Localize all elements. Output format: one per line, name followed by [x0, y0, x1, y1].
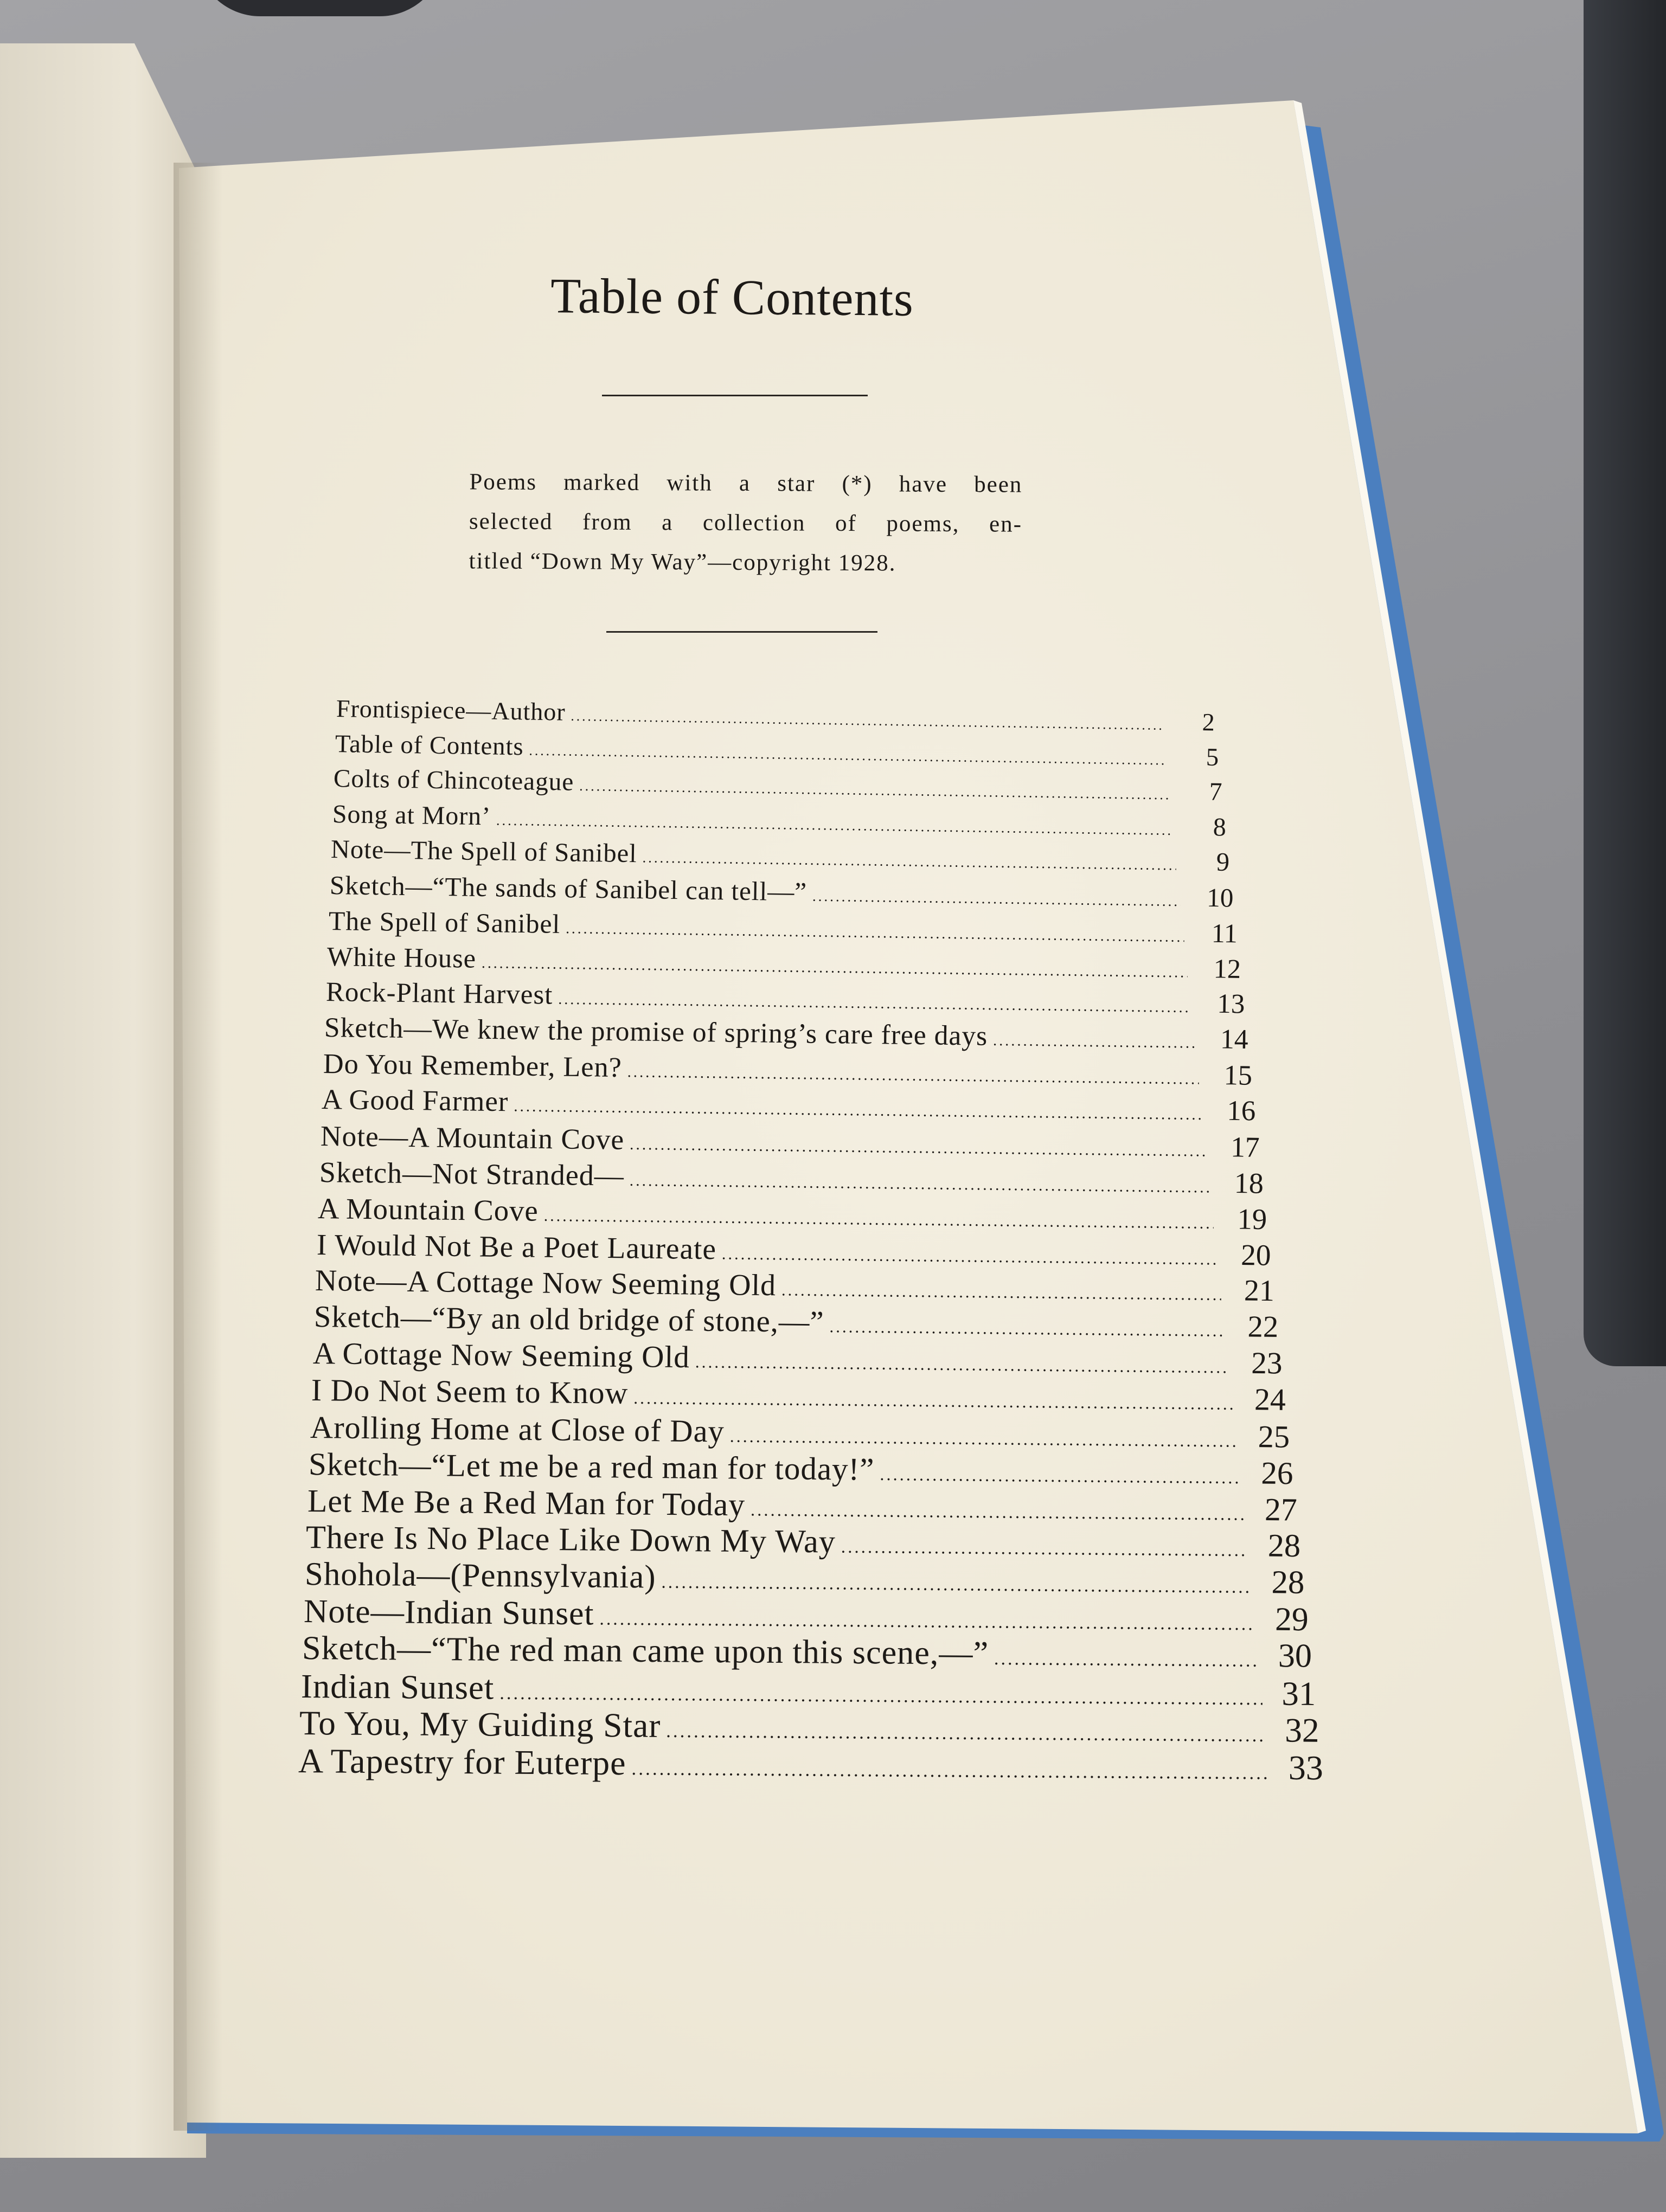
toc-entry-title: Sketch—We knew the promise of spring’s care free days	[324, 1012, 988, 1052]
toc-entry-page: 12	[1213, 953, 1241, 984]
toc-entry	[335, 729, 1219, 772]
dot-leader	[993, 1032, 1195, 1052]
dot-leader	[880, 1465, 1240, 1488]
toc-entry-page: 5	[1205, 743, 1219, 771]
toc-entry-page: 27	[1264, 1491, 1297, 1528]
dot-leader	[544, 1206, 1214, 1233]
dot-leader	[630, 1136, 1207, 1161]
toc-entry-title: A Cottage Now Seeming Old	[312, 1336, 690, 1375]
toc-entry	[334, 764, 1222, 807]
toc-entry-title: Shohola—(Pennsylvania)	[304, 1556, 656, 1596]
toc-entry-title: A Mountain Cove	[317, 1191, 539, 1227]
dot-leader	[751, 1500, 1244, 1525]
dot-leader	[729, 1426, 1236, 1451]
toc-entry-title: I Do Not Seem to Know	[311, 1373, 629, 1411]
toc-entry-title: There Is No Place Like Down My Way	[306, 1519, 836, 1560]
toc-entry-title: Note—A Cottage Now Seeming Old	[315, 1264, 777, 1303]
dot-leader	[661, 1572, 1251, 1598]
dot-leader	[633, 1388, 1233, 1414]
dot-leader	[631, 1758, 1270, 1784]
toc-entry-page: 26	[1261, 1455, 1294, 1491]
toc-entry-title: Note—Indian Sunset	[303, 1593, 594, 1632]
toc-entry-page: 10	[1206, 883, 1234, 913]
toc-entry-title: Table of Contents	[335, 729, 524, 761]
toc-entry-page: 32	[1285, 1711, 1320, 1750]
toc-entry-title: Let Me Be a Red Man for Today	[307, 1482, 746, 1522]
toc-entry-page: 17	[1230, 1130, 1260, 1164]
dot-leader	[781, 1281, 1221, 1305]
toc-entry-title: Arolling Home at Close of Day	[310, 1409, 725, 1449]
dot-leader	[599, 1609, 1255, 1635]
toc-entry-page: 7	[1209, 777, 1222, 807]
dot-leader	[529, 742, 1165, 768]
toc-entry-page: 21	[1244, 1274, 1275, 1308]
toc-entry-title: Indian Sunset	[300, 1667, 495, 1707]
note-line: Poems marked with a star (*) have been	[469, 469, 1023, 498]
toc-entry-title: Frontispiece—Author	[336, 695, 566, 726]
dot-leader	[695, 1352, 1229, 1377]
toc-entry-title: Colts of Chincoteague	[333, 764, 574, 797]
dot-leader	[482, 954, 1188, 981]
toc-entry-title: Sketch—“The sands of Sanibel can tell—”	[329, 870, 808, 907]
toc-entry-page: 23	[1251, 1346, 1283, 1381]
dot-leader	[565, 920, 1184, 946]
dot-leader	[994, 1649, 1259, 1671]
toc-entry-page: 28	[1271, 1564, 1305, 1601]
dot-leader	[629, 1172, 1210, 1197]
toc-entry-page: 13	[1216, 988, 1245, 1020]
toc-entry-title: Sketch—“Let me be a red man for today!”	[308, 1445, 875, 1487]
dot-leader	[496, 813, 1173, 839]
toc-entry-title: Note—A Mountain Cove	[320, 1120, 625, 1156]
dot-leader	[579, 778, 1169, 803]
toc-entry-page: 19	[1237, 1202, 1267, 1236]
toc-entry-page: 30	[1278, 1637, 1312, 1675]
toc-entry-title: White House	[326, 941, 477, 974]
toc-entry-page: 31	[1281, 1674, 1316, 1713]
note-line: titled “Down My Way”—copyright 1928.	[469, 548, 896, 576]
toc-entry-page: 22	[1247, 1310, 1279, 1345]
toc-entry-page: 15	[1223, 1059, 1253, 1091]
toc-entry-title: Sketch—“By an old bridge of stone,—”	[313, 1300, 824, 1340]
dot-leader	[514, 1098, 1203, 1124]
toc-entry-page: 28	[1267, 1527, 1301, 1565]
dot-leader	[721, 1244, 1218, 1269]
toc-entry-title: Sketch—Not Stranded—	[319, 1155, 624, 1192]
toc-entry-page: 2	[1202, 708, 1215, 736]
toc-entry-page: 11	[1210, 918, 1238, 948]
toc-entry-page: 14	[1220, 1024, 1249, 1056]
toc-entry-title: Rock-Plant Harvest	[325, 976, 553, 1011]
dot-leader	[558, 991, 1191, 1016]
toc-entry-title: Song at Morn’	[332, 800, 491, 831]
toc-entry-title: A Tapestry for Euterpe	[298, 1741, 626, 1782]
toc-entry-page: 16	[1227, 1095, 1257, 1127]
dot-leader	[841, 1537, 1247, 1561]
toc-entry-title: The Spell of Sanibel	[328, 905, 561, 939]
toc-entry	[336, 694, 1215, 736]
dot-leader	[627, 1063, 1199, 1088]
toc-entry-title: A Good Farmer	[322, 1084, 509, 1118]
toc-entry-page: 24	[1254, 1382, 1286, 1418]
toc-entry-page: 33	[1288, 1748, 1324, 1787]
dot-leader	[643, 849, 1177, 873]
toc-entry-title: Note—The Spell of Sanibel	[330, 835, 638, 869]
toc-entry-title: I Would Not Be a Poet Laureate	[316, 1227, 717, 1265]
note-line: selected from a collection of poems, en-	[469, 509, 1023, 537]
toc-entry-page: 8	[1213, 813, 1226, 842]
toc-entry-page: 9	[1216, 847, 1230, 877]
toc-entry-page: 25	[1258, 1418, 1290, 1455]
dot-leader	[812, 888, 1181, 910]
toc-entry-page: 20	[1240, 1238, 1271, 1272]
toc-entry-title: Sketch—“The red man came upon this scene,—”	[302, 1630, 989, 1673]
dot-leader	[829, 1317, 1225, 1341]
dot-leader	[571, 709, 1162, 734]
dot-leader	[667, 1720, 1267, 1746]
toc-entry-page: 29	[1274, 1600, 1309, 1638]
toc-entry	[331, 834, 1230, 877]
toc-entry-page: 18	[1234, 1166, 1264, 1200]
toc-entry-title: To You, My Guiding Star	[299, 1703, 661, 1745]
toc-entry	[298, 1741, 1323, 1788]
page-title: Table of Contents	[550, 268, 914, 326]
toc-entry-title: Do You Remember, Len?	[323, 1048, 623, 1084]
